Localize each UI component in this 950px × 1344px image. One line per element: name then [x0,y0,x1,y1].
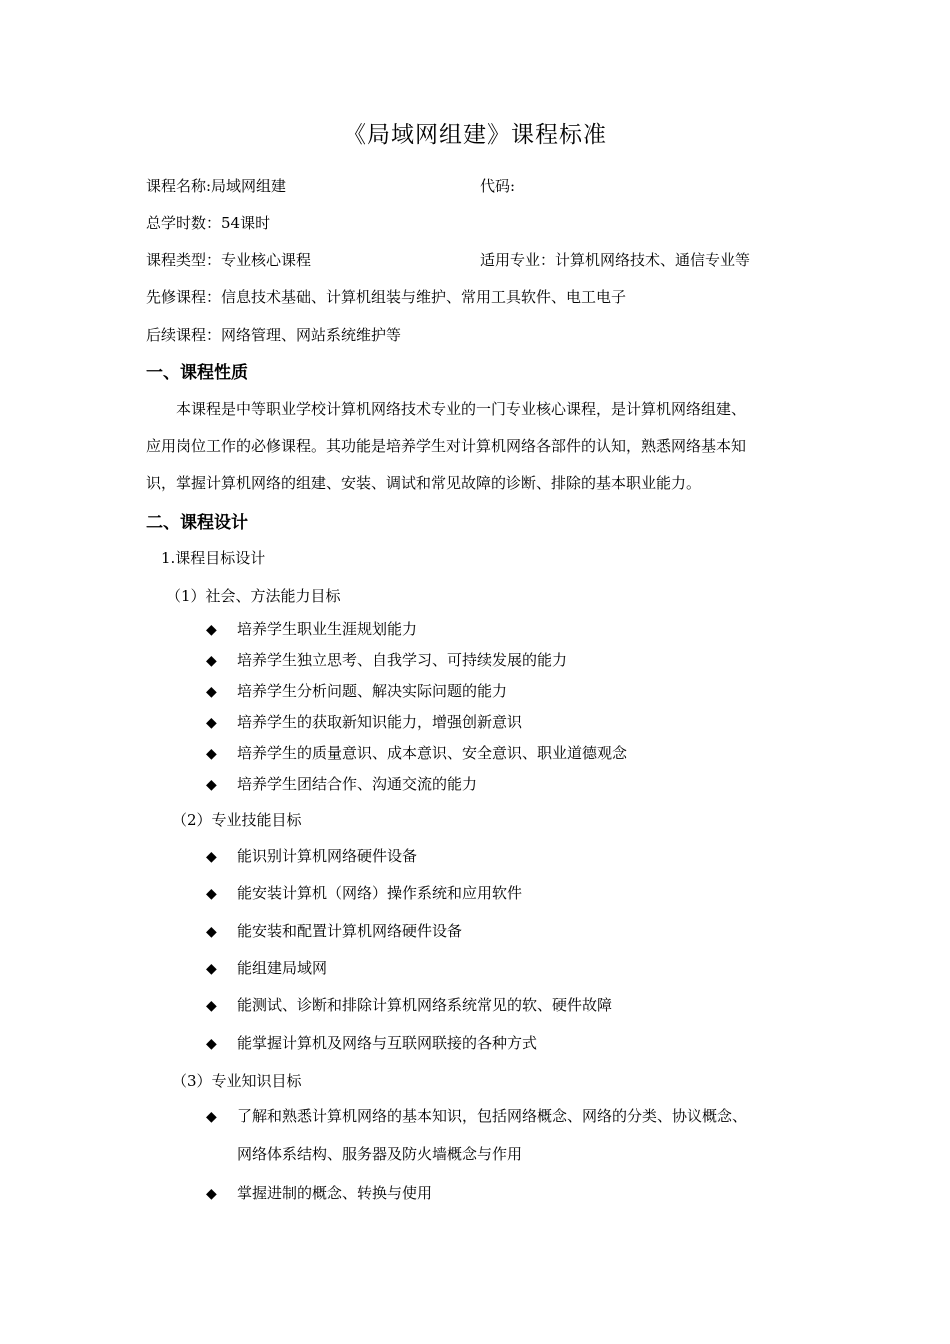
list-item: ◆ 培养学生的质量意识、成本意识、安全意识、职业道德观念 [206,744,628,762]
diamond-bullet-icon: ◆ [206,1186,217,1202]
paragraph-line: 本课程是中等职业学校计算机网络技术专业的一门专业核心课程，是计算机网络组建、 [176,400,747,418]
subsection-goal-design: 1.课程目标设计 [161,549,266,567]
section-heading-design: 二、课程设计 [146,513,248,533]
prerequisite-courses: 先修课程：信息技术基础、计算机组装与维护、常用工具软件、电工电子 [146,288,627,306]
goal-group-social: （1）社会、方法能力目标 [166,587,341,605]
section-heading-nature: 一、课程性质 [146,363,248,383]
list-item: ◆ 了解和熟悉计算机网络的基本知识，包括网络概念、网络的分类、协议概念、 网络体系结构、服务器及防火墙概念与作用 [206,1098,747,1173]
diamond-bullet-icon: ◆ [206,924,217,940]
list-item: ◆ 能识别计算机网络硬件设备 [206,847,418,865]
list-item: ◆ 能掌握计算机及网络与互联网联接的各种方式 [206,1034,538,1052]
course-type: 课程类型：专业核心课程 [146,251,312,269]
course-nature-paragraph [146,391,810,502]
diamond-bullet-icon: ◆ [206,1036,217,1052]
diamond-bullet-icon: ◆ [206,886,217,902]
diamond-bullet-icon: ◆ [206,1109,217,1125]
applicable-major: 适用专业：计算机网络技术、通信专业等 [480,251,751,269]
paragraph-line: 识，掌握计算机网络的组建、安装、调试和常见故障的诊断、排除的基本职业能力。 [146,474,702,492]
diamond-bullet-icon: ◆ [206,849,217,865]
diamond-bullet-icon: ◆ [206,746,217,762]
list-item: ◆ 能安装计算机（网络）操作系统和应用软件 [206,884,523,902]
goal-group-skills: （2）专业技能目标 [172,811,302,829]
followup-courses: 后续课程：网络管理、网站系统维护等 [146,326,402,344]
diamond-bullet-icon: ◆ [206,998,217,1014]
paragraph-line: 应用岗位工作的必修课程。其功能是培养学生对计算机网络各部件的认知，熟悉网络基本知 [146,437,747,455]
diamond-bullet-icon: ◆ [206,715,217,731]
list-item: ◆ 掌握进制的概念、转换与使用 [206,1184,433,1202]
list-item: ◆ 能测试、诊断和排除计算机网络系统常见的软、硬件故障 [206,996,613,1014]
page-title: 《局域网组建》课程标准 [343,122,607,148]
list-item: ◆ 能组建局域网 [206,959,328,977]
course-name: 课程名称:局域网组建 [146,177,287,195]
course-code: 代码: [480,177,516,195]
list-item: ◆ 培养学生独立思考、自我学习、可持续发展的能力 [206,651,568,669]
list-item-continuation: 网络体系结构、服务器及防火墙概念与作用 [237,1145,523,1163]
total-hours: 总学时数：54课时 [146,214,271,232]
list-item: ◆ 培养学生分析问题、解决实际问题的能力 [206,682,508,700]
diamond-bullet-icon: ◆ [206,684,217,700]
list-item: ◆ 培养学生团结合作、沟通交流的能力 [206,775,478,793]
list-item: ◆ 能安装和配置计算机网络硬件设备 [206,922,463,940]
goal-group-knowledge: （3）专业知识目标 [172,1072,302,1090]
list-item: ◆ 培养学生职业生涯规划能力 [206,620,418,638]
diamond-bullet-icon: ◆ [206,961,217,977]
diamond-bullet-icon: ◆ [206,653,217,669]
list-item: ◆ 培养学生的获取新知识能力，增强创新意识 [206,713,523,731]
diamond-bullet-icon: ◆ [206,622,217,638]
diamond-bullet-icon: ◆ [206,777,217,793]
